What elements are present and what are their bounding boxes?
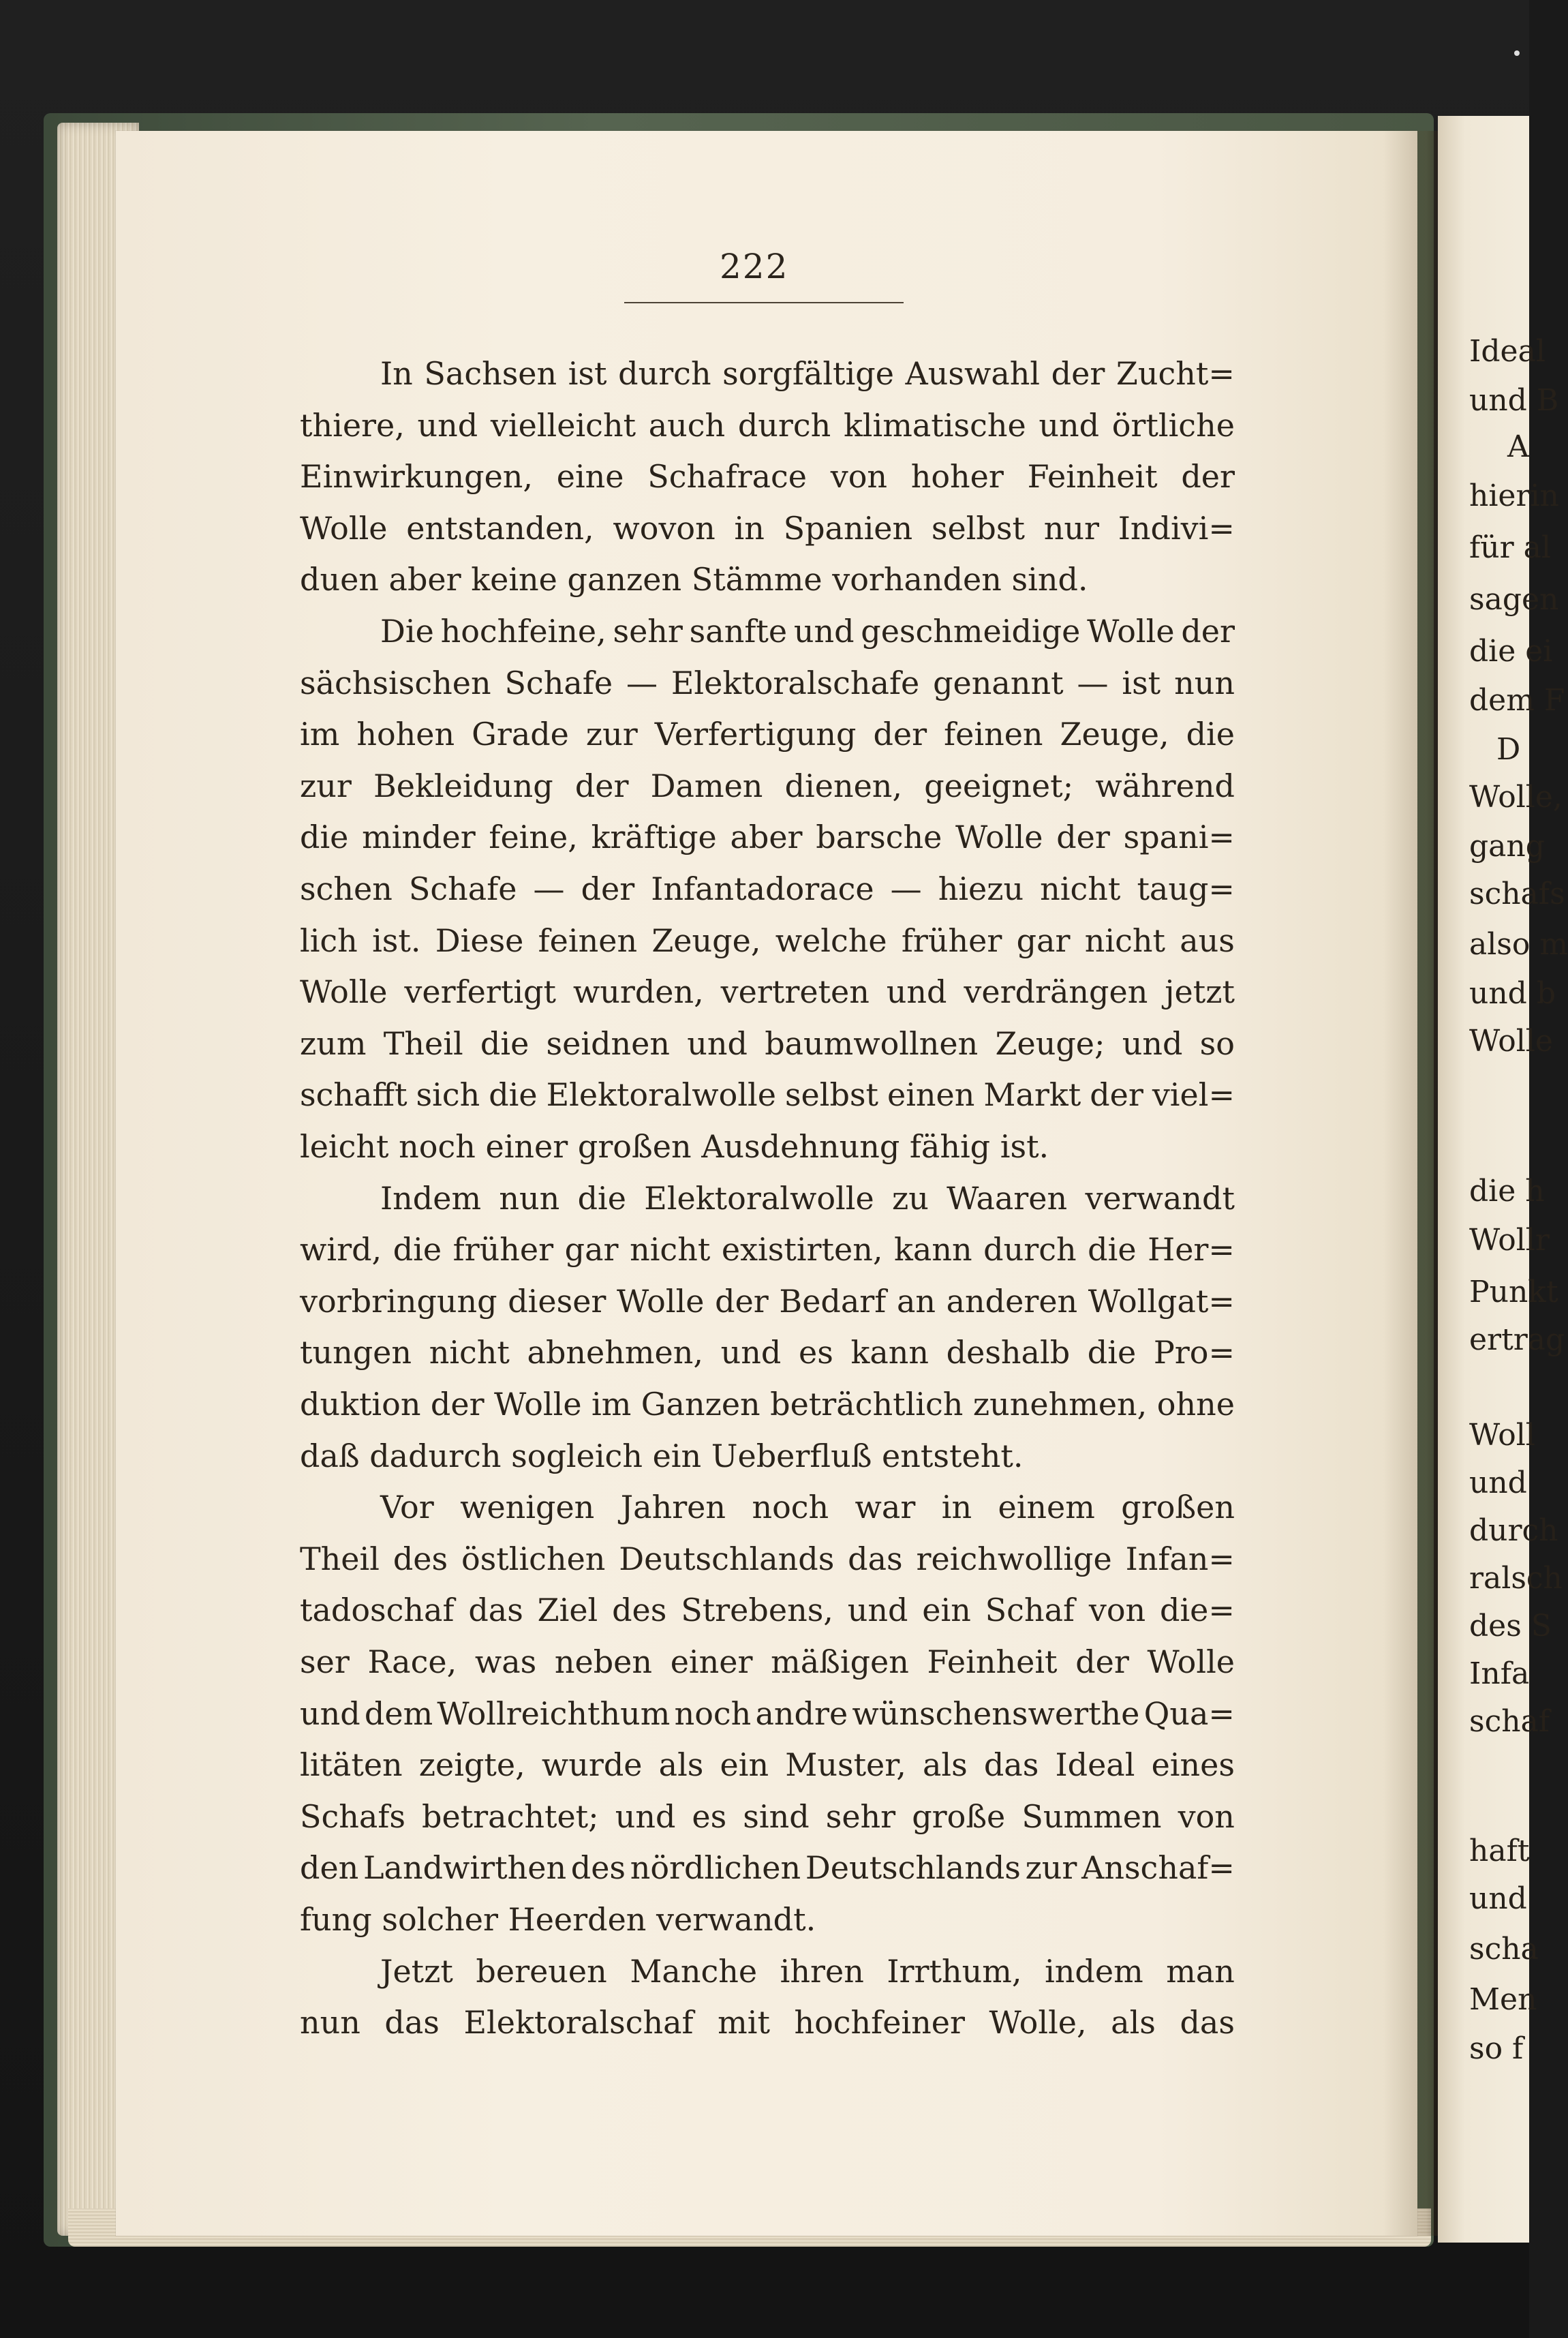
text-line: fung solcher Heerden verwandt. (300, 1901, 816, 1938)
facing-page-fragment: und b (1469, 976, 1556, 1011)
facing-page-fragment: ralsch (1469, 1561, 1563, 1596)
text-line: lich ist. Diese feinen Zeuge, welche früher gar nicht aus (300, 922, 1235, 959)
facing-page-fragment: und (1469, 1466, 1527, 1500)
facing-page-fragment: also m (1469, 927, 1568, 962)
text-line: Vor wenigen Jahren noch war in einem großen (380, 1489, 1235, 1526)
facing-page-fragment: A (1507, 429, 1529, 464)
facing-page-fragment: gang (1469, 829, 1545, 864)
text-line: tungen nicht abnehmen, und es kann deshalb die Pro= (300, 1334, 1235, 1371)
text-line: litäten zeigte, wurde als ein Muster, als das Ideal eines (300, 1746, 1235, 1784)
page-number: 222 (720, 247, 789, 286)
text-line: thiere, und vielleicht auch durch klimatische und örtliche (300, 406, 1235, 444)
header-rule (624, 302, 904, 303)
text-line: sächsischen Schafe — Elektoralschafe genannt — ist nun (300, 664, 1235, 701)
facing-page-fragment: Men (1469, 1982, 1537, 2017)
text-line: Wolle entstanden, wovon in Spanien selbst nur Indivi= (300, 509, 1235, 547)
facing-page-fragment: schafs (1469, 877, 1565, 911)
facing-page-fragment: und B (1469, 383, 1559, 418)
facing-page-fragment: so f (1469, 2031, 1524, 2066)
facing-page-fragment: die h (1469, 1174, 1545, 1209)
text-line: Indem nun die Elektoralwolle zu Waaren verwandt (380, 1179, 1235, 1217)
text-line: Einwirkungen, eine Schafrace von hoher Feinheit der (300, 458, 1235, 496)
text-line: und dem Wollreichthum noch andre wünschenswerthe Qua= (300, 1695, 1235, 1732)
text-line: den Landwirthen des nördlichen Deutschlands zur Anschaf= (300, 1849, 1235, 1887)
facing-page-fragment: ertrag (1469, 1322, 1565, 1357)
book-gutter (1383, 131, 1445, 2236)
right-page-edge (1438, 116, 1568, 2243)
text-line: wird, die früher gar nicht existirten, kann durch die Her= (300, 1231, 1235, 1269)
text-line: Die hochfeine, sehr sanfte und geschmeidige Wolle der (380, 613, 1235, 650)
text-line: Theil des östlichen Deutschlands das reichwollige Infan= (300, 1540, 1235, 1577)
facing-page-fragment: hierin (1469, 479, 1559, 513)
text-line: duktion der Wolle im Ganzen beträchtlich zunehmen, ohne (300, 1386, 1235, 1423)
dust-speck (1514, 50, 1520, 56)
facing-page-fragment: sagen (1469, 582, 1559, 617)
facing-page-fragment: Ideal (1469, 334, 1546, 369)
text-line: schafft sich die Elektoralwolle selbst einen Markt der viel= (300, 1076, 1235, 1114)
text-line: nun das Elektoralschaf mit hochfeiner Wolle, als das (300, 2004, 1235, 2041)
facing-page-fragment: dem F (1469, 683, 1565, 718)
facing-page-fragment: und (1469, 1881, 1527, 1916)
text-line: im hohen Grade zur Verfertigung der feinen Zeuge, die (300, 716, 1235, 753)
text-line: Wolle verfertigt wurden, vertreten und verdrängen jetzt (300, 973, 1235, 1011)
facing-page-fragment: des S (1469, 1609, 1552, 1643)
text-line: Schafs betrachtet; und es sind sehr große Summen von (300, 1797, 1235, 1835)
text-line: leicht noch einer großen Ausdehnung fähig ist. (300, 1128, 1049, 1165)
text-line: vorbringung dieser Wolle der Bedarf an anderen Wollgat= (300, 1282, 1235, 1320)
facing-page-fragment: die ei (1469, 634, 1553, 669)
facing-page-fragment: Infa (1469, 1656, 1530, 1691)
facing-page-fragment: Wollr (1469, 1223, 1550, 1258)
facing-page-fragment: Wolle, (1469, 780, 1563, 815)
facing-page-fragment: für al (1469, 530, 1551, 565)
facing-page-fragment: schaf (1469, 1704, 1550, 1739)
text-line: daß dadurch sogleich ein Ueberfluß entsteht. (300, 1437, 1024, 1474)
text-line: Jetzt bereuen Manche ihren Irrthum, indem man (380, 1952, 1235, 1990)
text-line: zum Theil die seidnen und baumwollnen Zeuge; und so (300, 1024, 1235, 1062)
facing-page-fragment: haft (1469, 1834, 1530, 1868)
text-line: zur Bekleidung der Damen dienen, geeignet; während (300, 767, 1235, 804)
text-line: schen Schafe — der Infantadorace — hiezu nicht taug= (300, 870, 1235, 907)
text-line: die minder feine, kräftige aber barsche Wolle der spani= (300, 819, 1235, 856)
facing-page-fragment: D (1496, 732, 1521, 767)
facing-page-fragment: Punkt (1469, 1275, 1558, 1309)
text-line: tadoschaf das Ziel des Strebens, und ein Schaf von die= (300, 1592, 1235, 1629)
facing-page-fragment: Woll (1469, 1418, 1535, 1453)
text-line: In Sachsen ist durch sorgfältige Auswahl der Zucht= (380, 355, 1235, 392)
facing-page-fragment: scha (1469, 1932, 1539, 1967)
facing-page-fragment: durch (1469, 1513, 1558, 1548)
facing-page-fragment: Wolle (1469, 1024, 1553, 1059)
text-line: duen aber keine ganzen Stämme vorhanden sind. (300, 561, 1088, 598)
text-line: ser Race, was neben einer mäßigen Feinheit der Wolle (300, 1643, 1235, 1680)
